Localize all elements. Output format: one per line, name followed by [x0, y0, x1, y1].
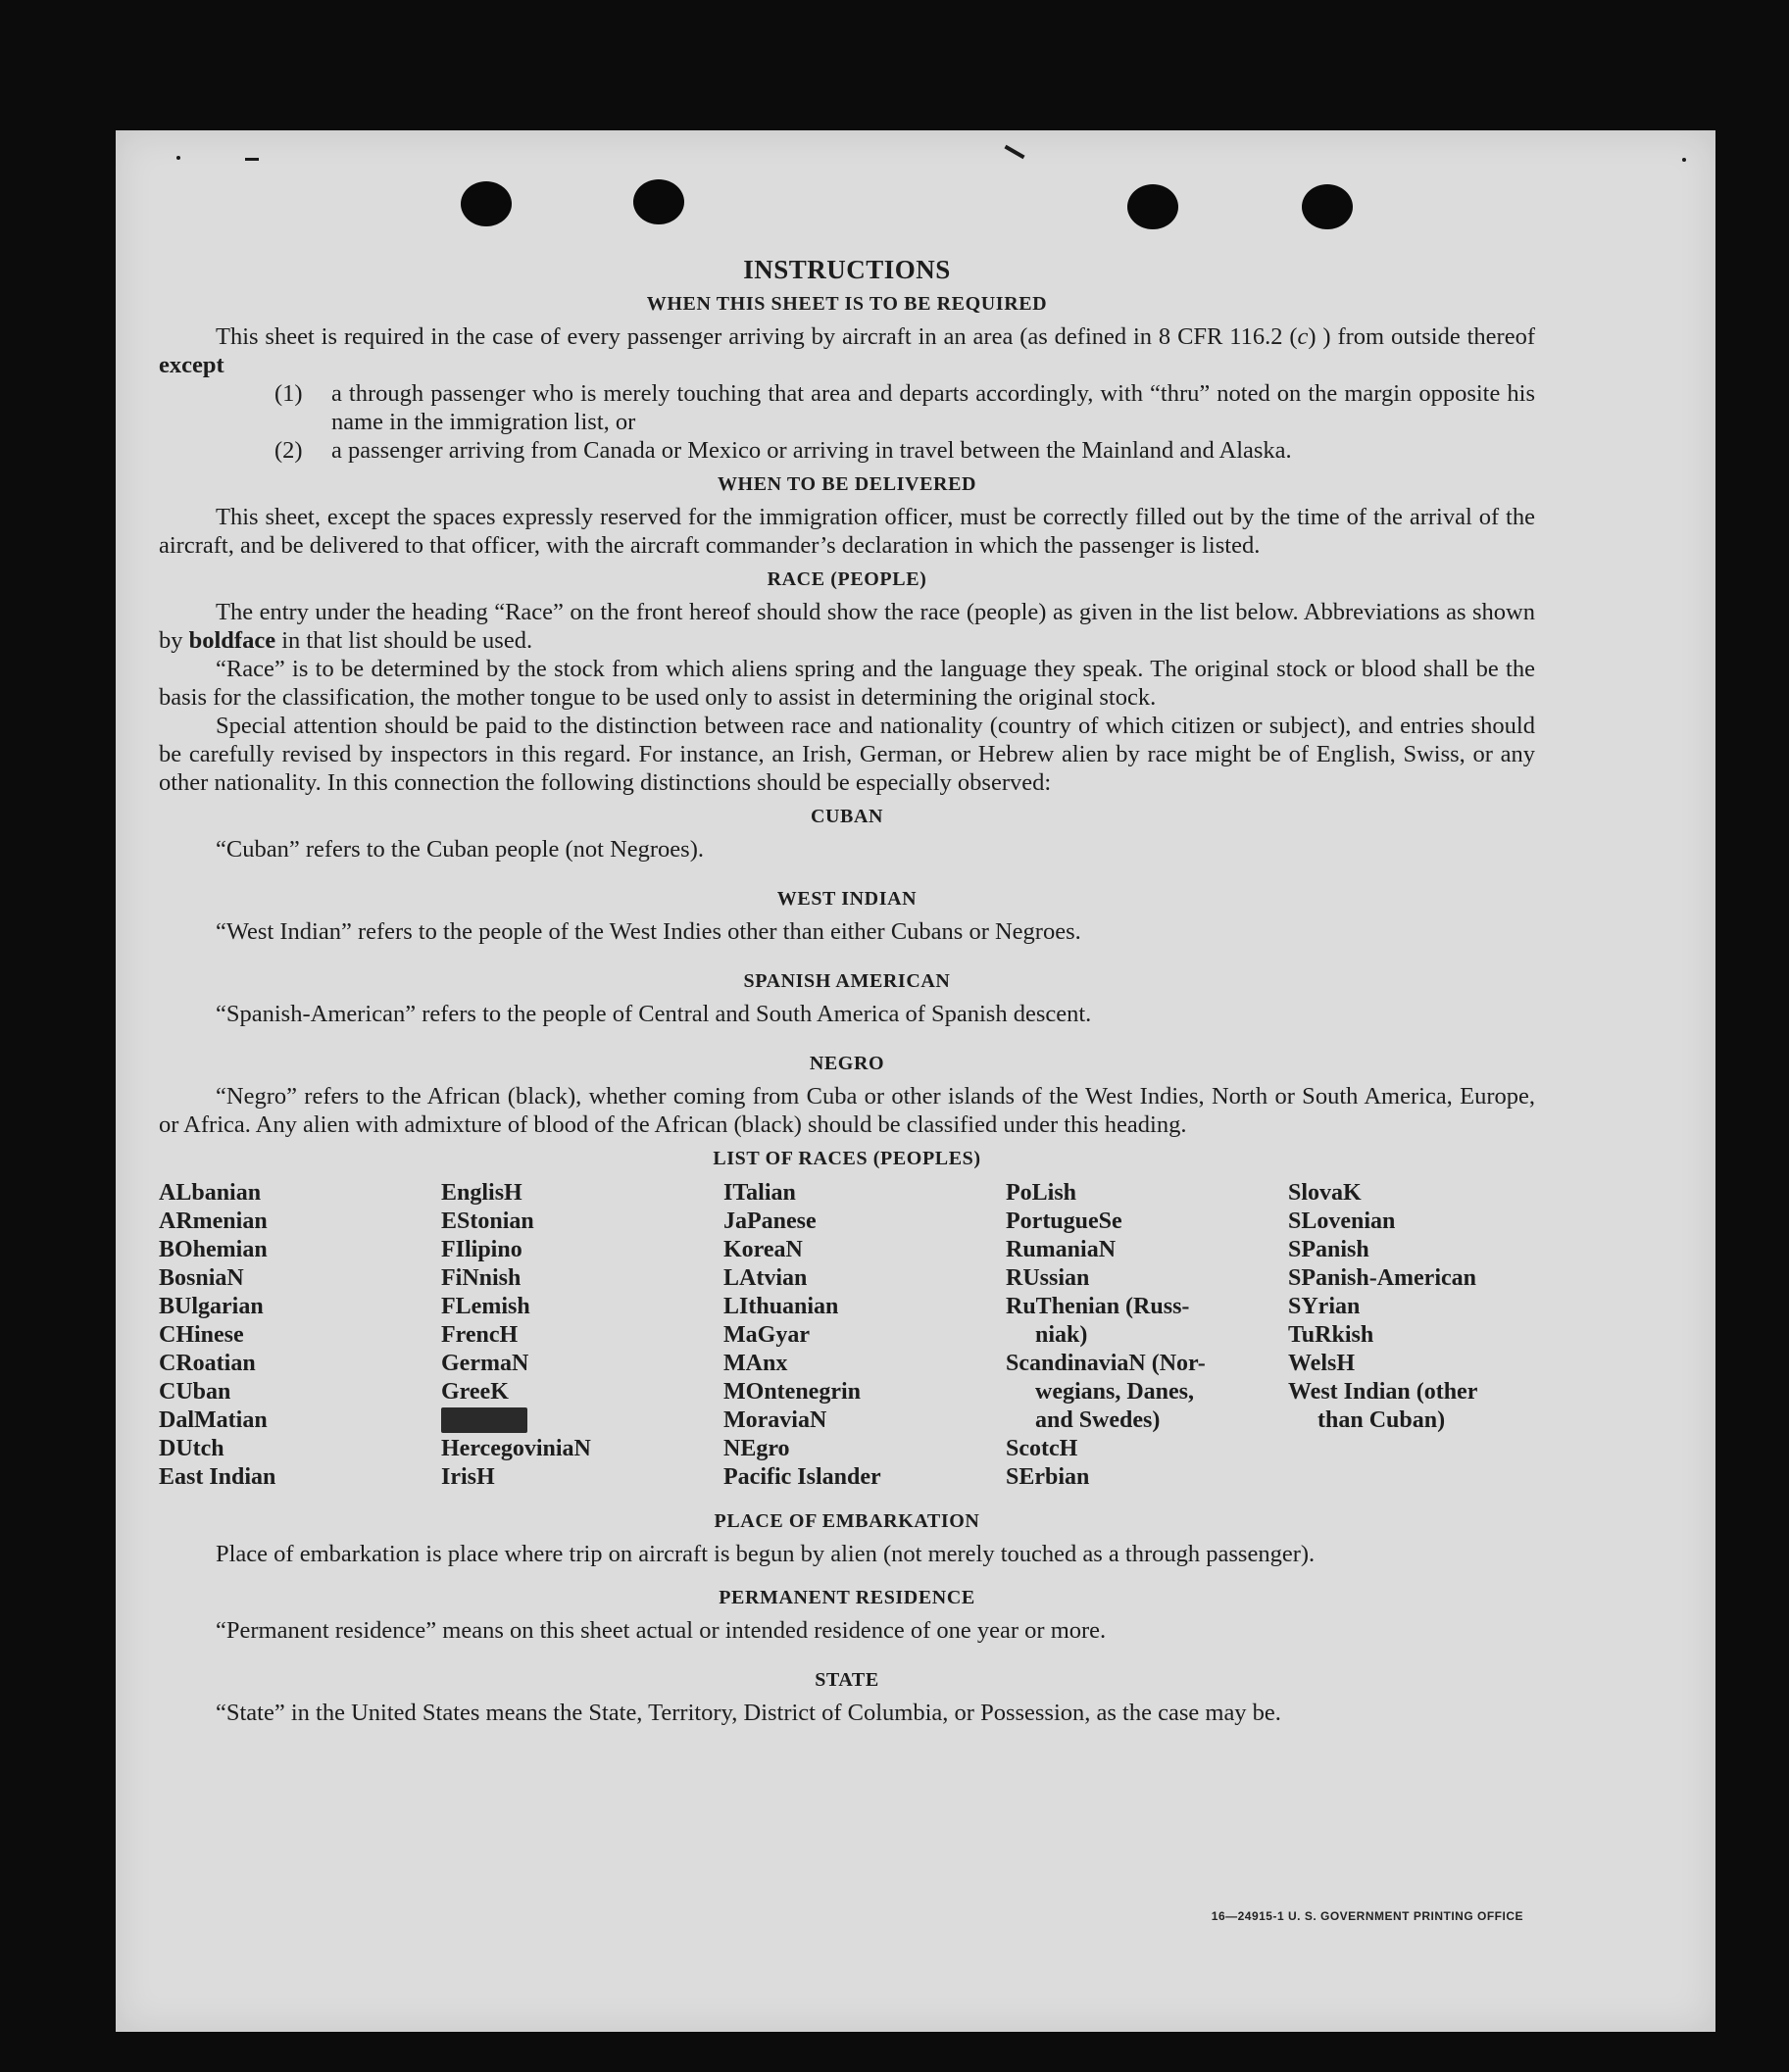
instructions-body: [159, 256, 1535, 1727]
race-entry: KoreaN: [723, 1237, 803, 1262]
paragraph-race-1: [159, 598, 1535, 655]
race-entry: BosniaN: [159, 1265, 244, 1291]
paragraph-when-delivered: This sheet, except the spaces expressly reserved for the immigration officer, must be correctly filled out by the time of the arrival of the aircraft, and be delivered to that officer, with the aircraft commander’s declaration in which the passenger is listed.: [159, 504, 1535, 559]
race-entry: wegians, Danes,: [1035, 1379, 1195, 1405]
race-entry: [441, 1406, 723, 1435]
race-entry: BUlgarian: [159, 1294, 264, 1319]
scan-mark: [1004, 145, 1024, 159]
race-entry: LAtvian: [723, 1265, 808, 1291]
race-entry: HercegoviniaN: [441, 1436, 591, 1461]
race-entry: RuThenian (Russ-: [1006, 1294, 1190, 1319]
race-entry: IrisH: [441, 1464, 495, 1490]
punch-hole: [1127, 184, 1178, 229]
paragraph-embarkation: Place of embarkation is place where trip on aircraft is begun by alien (not merely touched as a through passenger).: [216, 1541, 1316, 1567]
race-entry: GreeK: [441, 1379, 509, 1405]
race-entry: DUtch: [159, 1436, 224, 1461]
race-entry: ScotcH: [1006, 1436, 1078, 1461]
page-title: INSTRUCTIONS: [743, 255, 951, 284]
text-run: except: [159, 352, 224, 378]
race-entry: EnglisH: [441, 1180, 522, 1206]
race-entry: MoraviaN: [723, 1407, 827, 1433]
text-run: boldface: [188, 627, 276, 654]
punch-hole: [461, 181, 512, 226]
printer-code: 16—24915-1 U. S. GOVERNMENT PRINTING OFFICE: [1211, 1909, 1523, 1923]
races-column: [723, 1179, 1006, 1492]
heading-race: RACE (PEOPLE): [767, 568, 927, 590]
races-list: [159, 1179, 1535, 1492]
punch-hole: [1302, 184, 1353, 229]
race-entry: FiNnish: [441, 1265, 522, 1291]
race-entry: PoLish: [1006, 1180, 1077, 1206]
list-item: [159, 436, 1535, 465]
race-entry: EStonian: [441, 1209, 534, 1234]
paragraph-negro: “Negro” refers to the African (black), whether coming from Cuba or other islands of the West Indies, North or South America, Europe, or Africa. Any alien with admixture of blood of the African (black) should be classified under this heading.: [159, 1083, 1535, 1138]
race-entry: SPanish-American: [1288, 1265, 1476, 1291]
paragraph-spanish-american: “Spanish-American” refers to the people of Central and South America of Spanish descent.: [216, 1001, 1092, 1027]
race-entry: DalMatian: [159, 1407, 268, 1433]
race-entry: than Cuban): [1317, 1407, 1446, 1433]
heading-list-of-races: LIST OF RACES (PEOPLES): [713, 1148, 981, 1169]
race-entry: LIthuanian: [723, 1294, 839, 1319]
document-page: [116, 130, 1715, 2032]
race-entry: CUban: [159, 1379, 231, 1405]
heading-when-delivered: WHEN TO BE DELIVERED: [717, 473, 977, 495]
heading-cuban: CUBAN: [810, 806, 884, 827]
scan-mark: [245, 158, 259, 161]
item-number: (2): [274, 437, 303, 464]
item-text: a through passenger who is merely touching that area and departs accordingly, with “thru” noted on the margin opposite his name in the immigration list, or: [331, 380, 1535, 435]
race-entry: RumaniaN: [1006, 1237, 1117, 1262]
race-entry: SPanish: [1288, 1237, 1369, 1262]
text-run: The entry under the heading “Race” on the front hereof should show the race (people) as given in the list below. Abbreviations as shown by: [159, 599, 1535, 654]
heading-when-required: WHEN THIS SHEET IS TO BE REQUIRED: [646, 293, 1048, 315]
punch-hole: [633, 179, 684, 224]
paragraph-permanent-residence: “Permanent residence” means on this sheet actual or intended residence of one year or more.: [216, 1617, 1107, 1644]
item-text: a passenger arriving from Canada or Mexico or arriving in travel between the Mainland and Alaska.: [331, 437, 1292, 464]
race-entry: CHinese: [159, 1322, 244, 1348]
race-entry: ALbanian: [159, 1180, 262, 1206]
heading-spanish-american: SPANISH AMERICAN: [743, 970, 951, 992]
heading-negro: NEGRO: [809, 1053, 885, 1074]
race-entry: RUssian: [1006, 1265, 1090, 1291]
race-entry: FrencH: [441, 1322, 519, 1348]
race-entry: FIlipino: [441, 1237, 522, 1262]
heading-west-indian: WEST INDIAN: [776, 888, 918, 910]
race-entry: SlovaK: [1288, 1180, 1362, 1206]
race-entry: niak): [1035, 1322, 1088, 1348]
race-entry: JaPanese: [723, 1209, 817, 1234]
race-entry: West Indian (other: [1288, 1379, 1478, 1405]
paragraph-state: “State” in the United States means the State, Territory, District of Columbia, or Possession, as the case may be.: [216, 1700, 1281, 1726]
race-entry: East Indian: [159, 1464, 276, 1490]
race-entry: MOntenegrin: [723, 1379, 861, 1405]
paragraph-west-indian: “West Indian” refers to the people of the West Indies other than either Cubans or Negroes.: [216, 918, 1081, 945]
races-column: [1006, 1179, 1288, 1492]
race-entry: WelsH: [1288, 1351, 1356, 1376]
heading-permanent-residence: PERMANENT RESIDENCE: [719, 1587, 975, 1608]
race-entry: MAnx: [723, 1351, 788, 1376]
race-entry: SLovenian: [1288, 1209, 1396, 1234]
text-run: This sheet is required in the case of every passenger arriving by aircraft in an area (as defined in 8 CFR 116.2 (: [216, 323, 1298, 350]
text-run: c: [1297, 323, 1309, 350]
race-entry: MaGyar: [723, 1322, 810, 1348]
race-entry: ARmenian: [159, 1209, 268, 1234]
item-number: (1): [274, 380, 303, 407]
race-entry: GermaN: [441, 1351, 529, 1376]
scan-mark: [1682, 158, 1686, 162]
paragraph-race-2: “Race” is to be determined by the stock from which aliens spring and the language they speak. The original stock or blood shall be the basis for the classification, the mother tongue to be used only to assist in determining the original stock.: [159, 656, 1535, 711]
race-entry: CRoatian: [159, 1351, 256, 1376]
race-entry: NEgro: [723, 1436, 790, 1461]
races-column: [441, 1179, 723, 1492]
race-entry: ScandinaviaN (Nor-: [1006, 1351, 1206, 1376]
race-entry: BOhemian: [159, 1237, 268, 1262]
race-entry: SYrian: [1288, 1294, 1361, 1319]
race-entry: Pacific Islander: [723, 1464, 881, 1490]
races-column: [159, 1179, 441, 1492]
paragraph-cuban: “Cuban” refers to the Cuban people (not Negroes).: [216, 836, 704, 863]
redacted-entry: [441, 1407, 527, 1433]
races-column: [1288, 1179, 1570, 1492]
heading-state: STATE: [815, 1669, 879, 1691]
race-entry: PortugueSe: [1006, 1209, 1122, 1234]
race-entry: TuRkish: [1288, 1322, 1374, 1348]
paragraph-when-required: [159, 322, 1535, 379]
race-entry: and Swedes): [1035, 1407, 1161, 1433]
race-entry: ITalian: [723, 1180, 796, 1206]
paragraph-race-3: Special attention should be paid to the distinction between race and nationality (country of which citizen or subject), and entries should be carefully revised by inspectors in this regard. For instance, an Irish, German, or Hebrew alien by race might be of English, Swiss, or any other nationality. In this connection the following distinctions should be especially observed:: [159, 713, 1535, 796]
scan-mark: [176, 156, 180, 160]
race-entry: SErbian: [1006, 1464, 1090, 1490]
text-run: in that list should be used.: [275, 627, 533, 654]
list-item: [159, 379, 1535, 436]
heading-embarkation: PLACE OF EMBARKATION: [714, 1510, 980, 1532]
text-run: ) ) from outside thereof: [1308, 323, 1535, 350]
race-entry: FLemish: [441, 1294, 530, 1319]
